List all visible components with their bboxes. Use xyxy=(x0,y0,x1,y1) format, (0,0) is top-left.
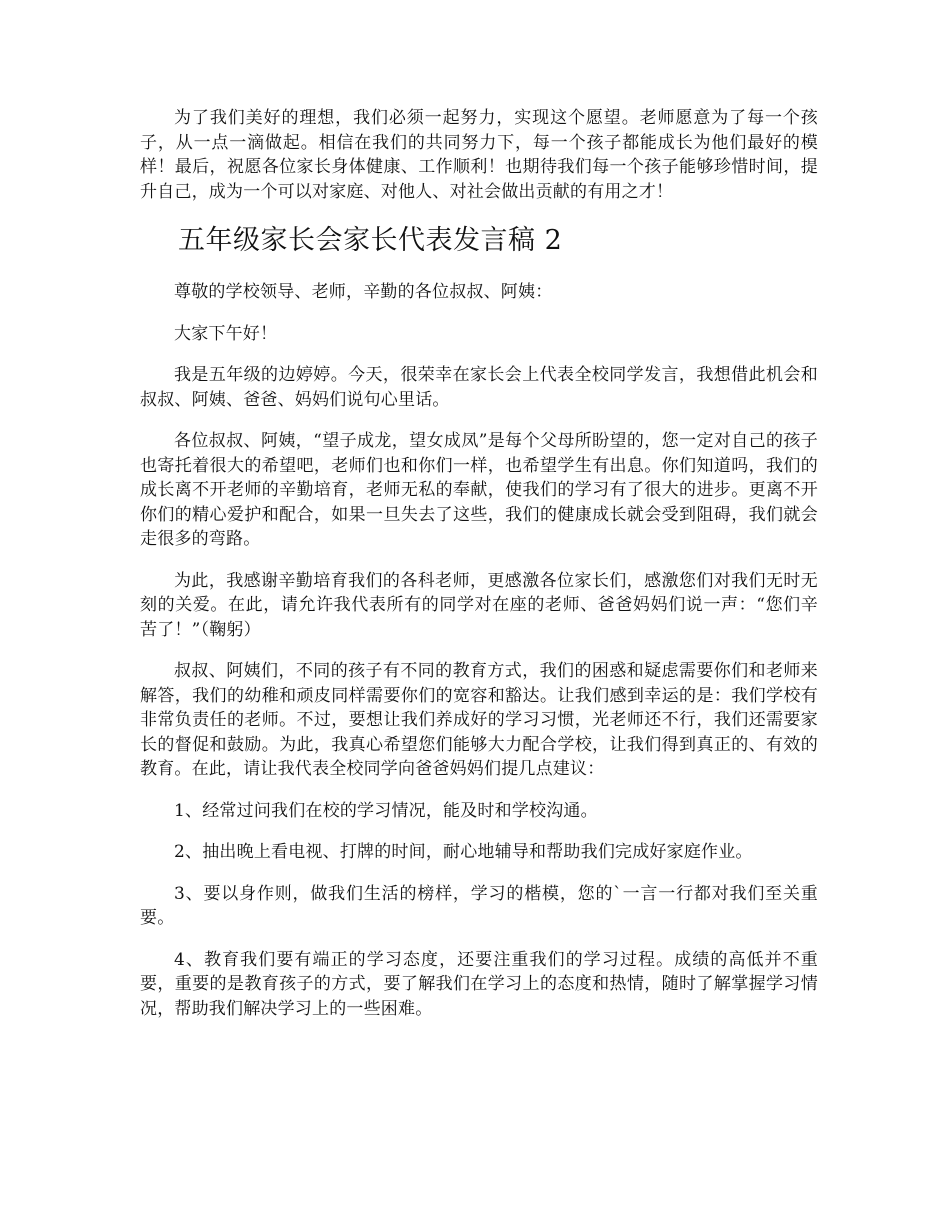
suggestion-item: 3、要以身作则，做我们生活的榜样，学习的楷模，您的`一言一行都对我们至关重要。 xyxy=(140,883,818,928)
body-paragraph: 各位叔叔、阿姨，“望子成龙，望女成凤”是每个父母所盼望的，您一定对自己的孩子也寄托着很大的希望吧，老师们也和你们一样，也希望学生有出息。你们知道吗，我们的成长离不开老师的辛勤培育，老师无私的奉献，使我们的学习有了很大的进步。更离不开你们的精心爱护和配合，如果一旦失去了这些，我们的健康成长就会受到阻碍，我们就会走很多的弯路。 xyxy=(140,431,818,549)
body-paragraph: 叔叔、阿姨们，不同的孩子有不同的教育方式，我们的困惑和疑虑需要你们和老师来解答，我们的幼稚和顽皮同样需要你们的宽容和豁达。让我们感到幸运的是：我们学校有非常负责任的老师。不过，要想让我们养成好的学习习惯，光老师还不行，我们还需要家长的督促和鼓励。为此，我真心希望您们能够大力配合学校，让我们得到真正的、有效的教育。在此，请让我代表全校同学向爸爸妈妈们提几点建议： xyxy=(140,661,818,779)
suggestion-item: 1、经常过问我们在校的学习情况，能及时和学校沟通。 xyxy=(174,800,598,821)
salutation-paragraph: 尊敬的学校领导、老师，辛勤的各位叔叔、阿姨： xyxy=(174,282,553,302)
document-page xyxy=(140,106,818,1038)
section-heading: 五年级家长会家长代表发言稿 2 xyxy=(178,225,563,256)
suggestion-item: 2、抽出晚上看电视、打牌的时间，耐心地辅导和帮助我们完成好家庭作业。 xyxy=(174,842,753,862)
intro-paragraph: 为了我们美好的理想，我们必须一起努力，实现这个愿望。老师愿意为了每一个孩子，从一点一滴做起。相信在我们的共同努力下，每一个孩子都能成长为他们最好的模样！最后，祝愿各位家长身体健康、工作顺利！也期待我们每一个孩子能够珍惜时间，提升自己，成为一个可以对家庭、对他人、对社会做出贡献的有用之才！ xyxy=(140,108,818,202)
suggestion-item: 4、教育我们要有端正的学习态度，还要注重我们的学习过程。成绩的高低并不重要，重要的是教育孩子的方式，要了解我们在学习上的态度和热情，随时了解掌握学习情况，帮助我们解决学习上的一些困难。 xyxy=(140,949,818,1019)
self-introduction-paragraph: 我是五年级的边婷婷。今天，很荣幸在家长会上代表全校同学发言，我想借此机会和叔叔、阿姨、爸爸、妈妈们说句心里话。 xyxy=(140,365,818,410)
greeting-paragraph: 大家下午好！ xyxy=(174,323,278,344)
body-paragraph: 为此，我感谢辛勤培育我们的各科老师，更感激各位家长们，感激您们对我们无时无刻的关爱。在此，请允许我代表所有的同学对在座的老师、爸爸妈妈们说一声：“您们辛苦了！”（鞠躬） xyxy=(140,570,818,640)
